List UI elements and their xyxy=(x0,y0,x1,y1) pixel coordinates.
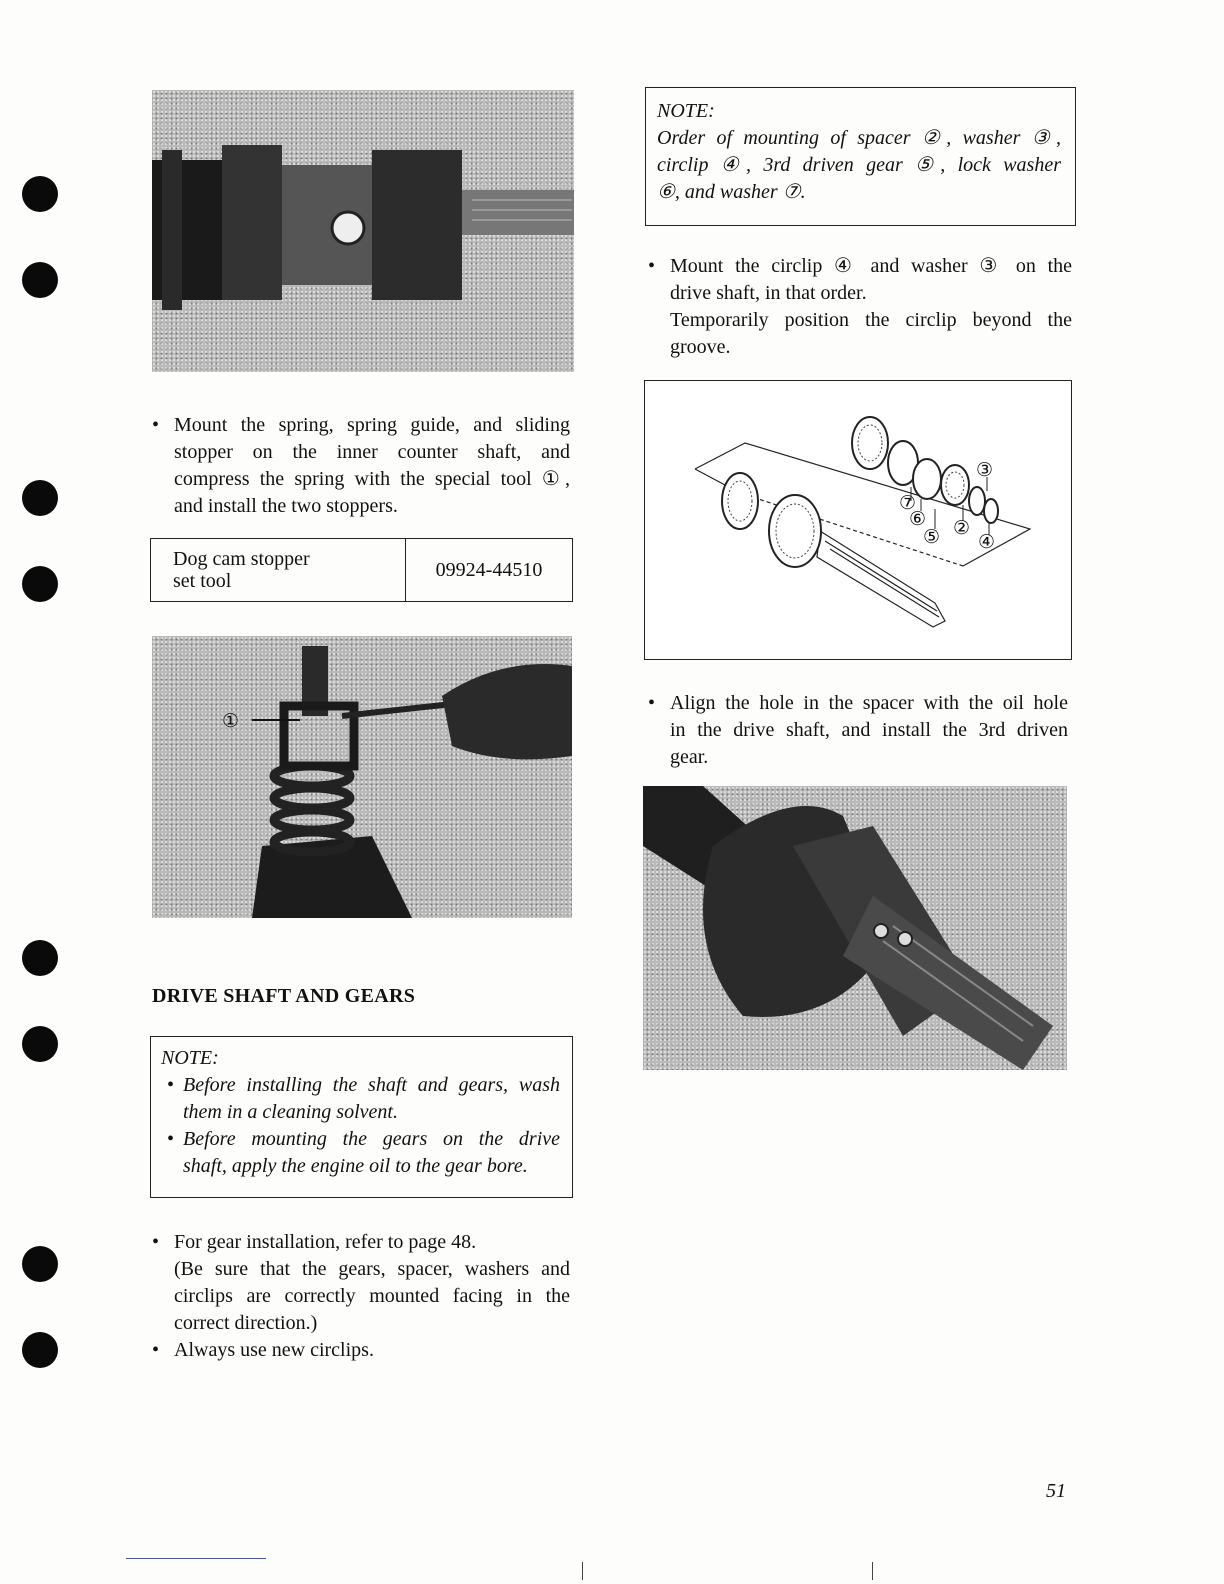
tool-callout-1: ① xyxy=(222,711,240,732)
text-line: Order of mounting of spacer ②, washer ③, xyxy=(657,127,1061,149)
scan-mark xyxy=(872,1562,873,1580)
spring-tool-photo xyxy=(152,636,572,918)
text-line: Before mounting the gears on the drive xyxy=(183,1128,560,1150)
bullet-align-spacer xyxy=(648,690,1068,771)
text-line: and install the two stoppers. xyxy=(174,495,398,517)
text-line: correct direction.) xyxy=(174,1312,318,1334)
bullet-circlip-washer xyxy=(648,253,1072,361)
tool-name: set tool xyxy=(173,570,232,592)
tool-name: Dog cam stopper xyxy=(173,548,310,570)
bullet-dot: • xyxy=(152,414,160,436)
text-line: ⑥, and washer ⑦. xyxy=(657,181,806,203)
text-line: compress the spring with the special tool ①, xyxy=(174,468,570,490)
binder-hole xyxy=(22,1332,58,1368)
bullet-spring xyxy=(152,412,570,520)
drive-shaft-diagram xyxy=(645,381,1070,658)
text-line: gear. xyxy=(670,746,709,768)
binder-hole xyxy=(22,1246,58,1282)
text-line: Temporarily position the circlip beyond the xyxy=(670,309,1072,331)
special-tool-table xyxy=(150,538,573,602)
section-heading: DRIVE SHAFT AND GEARS xyxy=(152,985,416,1007)
scan-mark xyxy=(126,1558,266,1559)
bullet-dot: • xyxy=(167,1074,175,1096)
driven-gear-photo xyxy=(643,786,1067,1070)
text-line: stopper on the inner counter shaft, and xyxy=(174,441,570,463)
text-line: Align the hole in the spacer with the oil hole xyxy=(670,692,1068,714)
binder-hole xyxy=(22,262,58,298)
page-number: 51 xyxy=(1046,1480,1066,1502)
note-title: NOTE: xyxy=(161,1047,219,1069)
diagram-callout-4: ④ xyxy=(978,532,996,553)
text-line: For gear installation, refer to page 48. xyxy=(174,1231,477,1253)
tool-name-cell xyxy=(151,539,406,602)
diagram-callout-3: ③ xyxy=(976,460,994,481)
text-line: Mount the circlip ④ and washer ③ on the xyxy=(670,255,1072,277)
text-line: drive shaft, in that order. xyxy=(670,282,867,304)
bullet-dot: • xyxy=(167,1128,175,1150)
text-line: groove. xyxy=(670,336,731,358)
note-item xyxy=(161,1072,560,1126)
tool-number: 09924-44510 xyxy=(406,539,573,602)
note-title: NOTE: xyxy=(657,100,715,122)
binder-hole xyxy=(22,1026,58,1062)
exploded-gear-diagram xyxy=(644,380,1072,660)
text-line: circlips are correctly mounted facing in the xyxy=(174,1285,570,1307)
text-line: circlip ④, 3rd driven gear ⑤, lock washer xyxy=(657,154,1061,176)
bullet-dot: • xyxy=(648,692,656,714)
binder-hole xyxy=(22,176,58,212)
text-line: Always use new circlips. xyxy=(174,1339,374,1361)
bullet-dot: • xyxy=(152,1339,160,1361)
scan-mark xyxy=(582,1562,583,1580)
text-line: Before installing the shaft and gears, wash xyxy=(183,1074,560,1096)
note-box-wash xyxy=(150,1036,573,1198)
diagram-callout-6: ⑥ xyxy=(909,509,927,530)
binder-hole xyxy=(22,566,58,602)
binder-hole xyxy=(22,480,58,516)
counter-shaft-illustration xyxy=(152,90,574,372)
diagram-callout-2: ② xyxy=(953,518,971,539)
spring-tool-illustration xyxy=(152,636,572,918)
note-box-order xyxy=(645,87,1076,226)
text-line: (Be sure that the gears, spacer, washers and xyxy=(174,1258,570,1280)
bullet-dot: • xyxy=(648,255,656,277)
binder-hole xyxy=(22,940,58,976)
counter-shaft-photo xyxy=(152,90,574,372)
diagram-callout-7: ⑦ xyxy=(899,493,917,514)
note-item xyxy=(161,1126,560,1180)
text-line: them in a cleaning solvent. xyxy=(183,1101,398,1123)
bullet-dot: • xyxy=(152,1231,160,1253)
diagram-callout-5: ⑤ xyxy=(923,527,941,548)
driven-gear-illustration xyxy=(643,786,1067,1070)
text-line: in the drive shaft, and install the 3rd driven xyxy=(670,719,1068,741)
text-line: shaft, apply the engine oil to the gear bore. xyxy=(183,1155,528,1177)
text-line: Mount the spring, spring guide, and sliding xyxy=(174,414,570,436)
bullet-gear-install xyxy=(152,1229,570,1337)
bullet-circlips xyxy=(152,1337,570,1364)
